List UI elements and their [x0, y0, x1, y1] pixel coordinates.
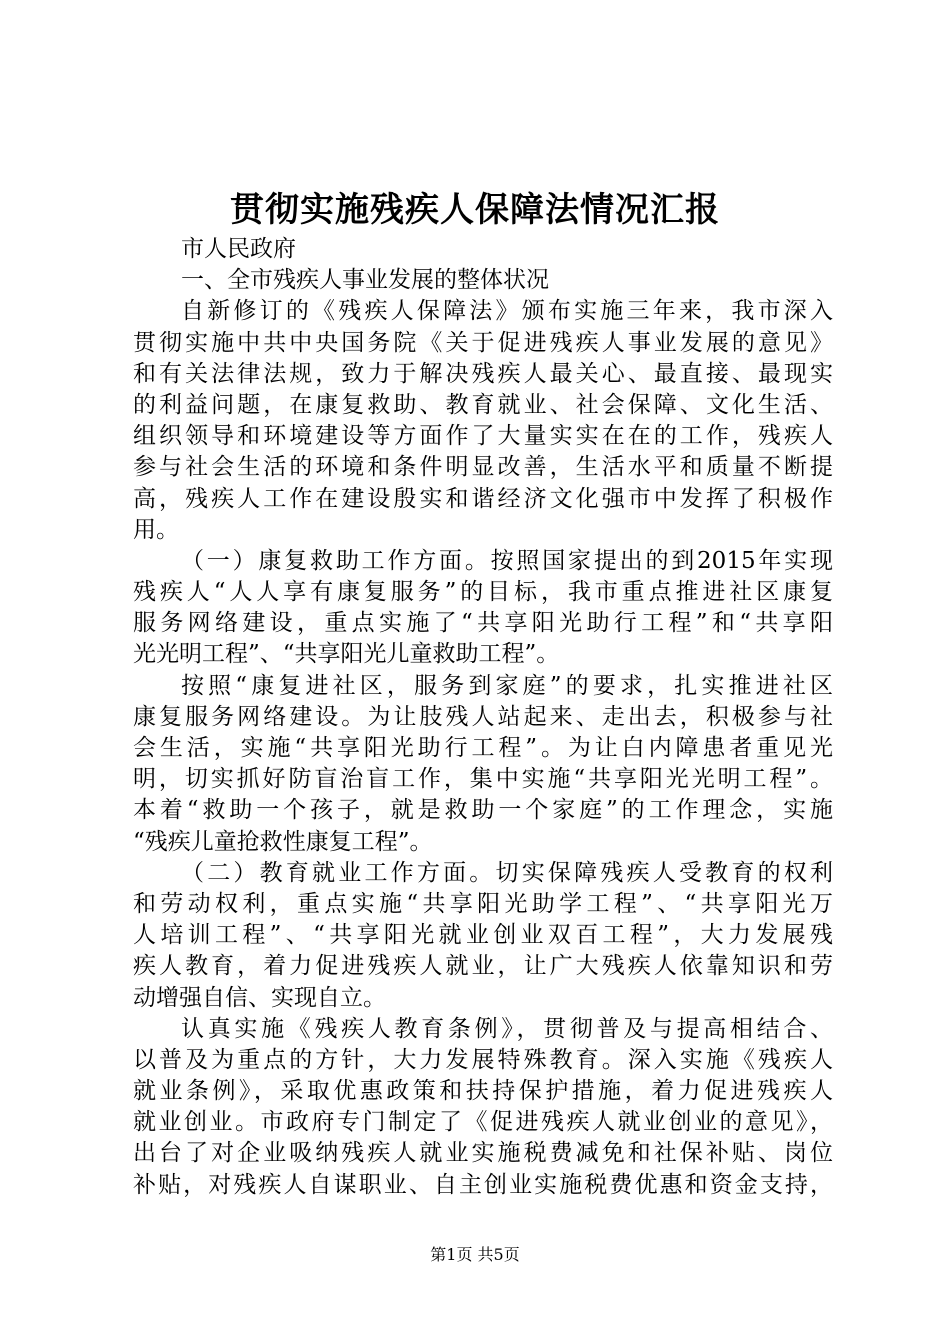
paragraph-line: 出台了对企业吸纳残疾人就业实施税费减免和社保补贴、岗位	[133, 1140, 833, 1167]
section-heading: 一、全市残疾人事业发展的整体状况	[181, 267, 549, 294]
paragraph-line: 就业条例》，采取优惠政策和扶持保护措施，着力促进残疾人	[133, 1078, 833, 1105]
paragraph-line: 自新修订的《残疾人保障法》颁布实施三年来，我市深入	[181, 298, 833, 325]
paragraph-line: 康复服务网络建设。为让肢残人站起来、走出去，积极参与社	[133, 703, 833, 730]
document-body	[133, 234, 833, 1201]
paragraph-line: 高，残疾人工作在建设殷实和谐经济文化强市中发挥了积极作	[133, 485, 833, 512]
paragraph-line: 服务网络建设，重点实施了“共享阳光助行工程”和“共享阳	[133, 610, 833, 637]
paragraph-line: 补贴，对残疾人自谋职业、自主创业实施税费优惠和资金支持，	[133, 1171, 833, 1198]
issuer-line: 市人民政府	[181, 236, 296, 262]
page-number-footer: 第1页 共5页	[430, 1245, 520, 1264]
paragraph-line: 光光明工程”、“共享阳光儿童救助工程”。	[133, 641, 560, 668]
paragraph-line: 认真实施《残疾人教育条例》，贯彻普及与提高相结合、	[181, 1015, 833, 1042]
paragraph-line: “残疾儿童抢救性康复工程”。	[133, 828, 433, 855]
document-title: 贯彻实施残疾人保障法情况汇报	[230, 190, 720, 230]
paragraph-line: 用。	[133, 516, 179, 543]
paragraph-line: 明，切实抓好防盲治盲工作，集中实施“共享阳光光明工程”。	[133, 766, 833, 793]
paragraph-line: 贯彻实施中共中央国务院《关于促进残疾人事业发展的意见》	[133, 329, 833, 356]
paragraph-line: 和劳动权利，重点实施“共享阳光助学工程”、“共享阳光万	[133, 890, 833, 917]
paragraph-line: 组织领导和环境建设等方面作了大量实实在在的工作，残疾人	[133, 423, 833, 450]
paragraph-line: （二）教育就业工作方面。切实保障残疾人受教育的权利	[181, 859, 833, 886]
paragraph-line: 会生活，实施“共享阳光助行工程”。为让白内障患者重见光	[133, 735, 833, 761]
paragraph-line: 疾人教育，着力促进残疾人就业，让广大残疾人依靠知识和劳	[133, 953, 833, 980]
paragraph-line: 人培训工程”、“共享阳光就业创业双百工程”，大力发展残	[133, 922, 833, 949]
paragraph-line: 就业创业。市政府专门制定了《促进残疾人就业创业的意见》，	[133, 1109, 833, 1136]
paragraph-line: （一）康复救助工作方面。按照国家提出的到2015年实现	[181, 547, 833, 574]
paragraph-line: 的利益问题，在康复救助、教育就业、社会保障、文化生活、	[133, 391, 833, 418]
paragraph-line: 和有关法律法规，致力于解决残疾人最关心、最直接、最现实	[133, 360, 833, 387]
paragraph-line: 按照“康复进社区，服务到家庭”的要求，扎实推进社区	[181, 672, 833, 699]
paragraph-line: 本着“救助一个孩子，就是救助一个家庭”的工作理念，实施	[133, 797, 833, 824]
paragraph-line: 动增强自信、实现自立。	[133, 984, 386, 1011]
paragraph-line: 残疾人“人人享有康复服务”的目标，我市重点推进社区康复	[133, 579, 833, 606]
paragraph-line: 参与社会生活的环境和条件明显改善，生活水平和质量不断提	[133, 454, 833, 481]
paragraph-line: 以普及为重点的方针，大力发展特殊教育。深入实施《残疾人	[133, 1046, 833, 1073]
